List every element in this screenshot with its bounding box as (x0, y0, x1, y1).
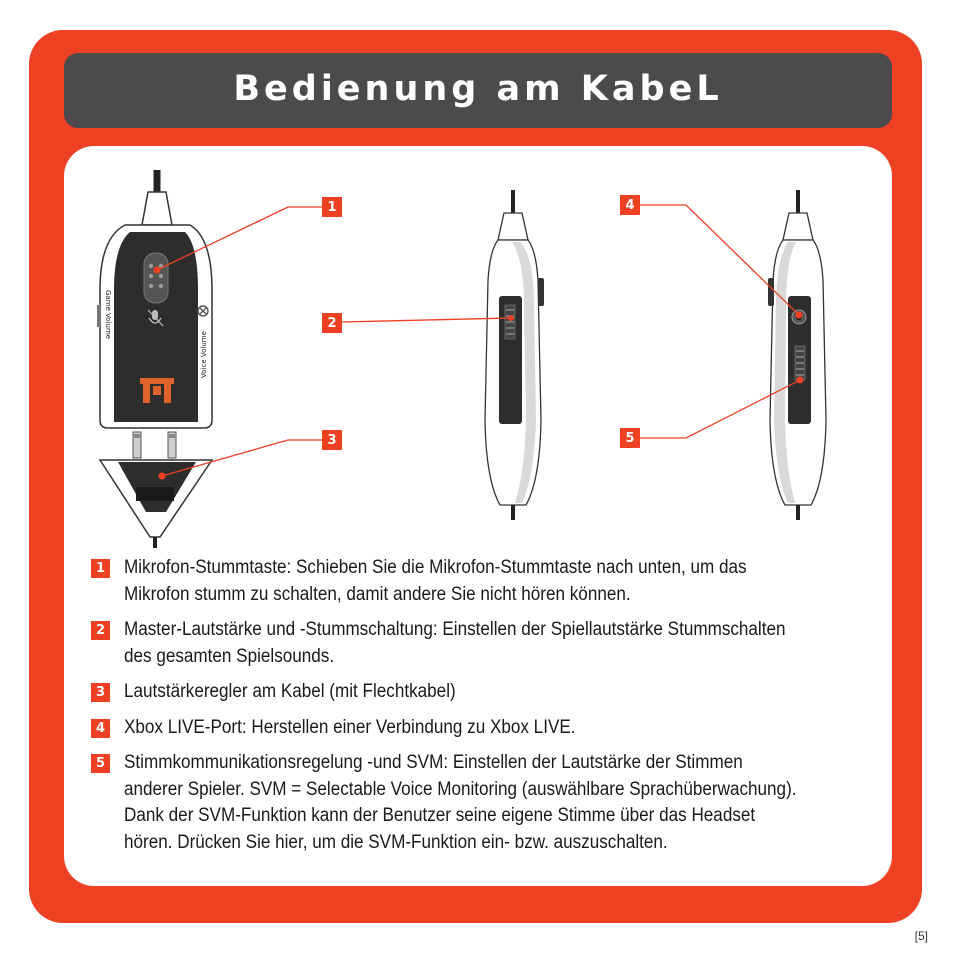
legend-item (91, 679, 881, 706)
voice-volume-label: Voice Volume (200, 331, 208, 378)
callout-1: 1 (322, 197, 342, 217)
legend-text: Mikrofon-Stummtaste: Schieben Sie die Mikrofon-Stummtaste nach unten, um das Mikrofon stumm zu schalten, damit andere Sie nicht hören können. (124, 557, 747, 605)
page-title: Bedienung am KabeL (233, 68, 723, 109)
legend-number: 3 (91, 683, 110, 702)
legend-text: Lautstärkeregler am Kabel (mit Flechtkabel) (124, 681, 456, 702)
legend-item (91, 555, 881, 608)
legend-number: 4 (91, 719, 110, 738)
callout-5: 5 (620, 428, 640, 448)
pointer-dot-4 (796, 312, 803, 319)
pointer-dot-5 (797, 377, 804, 384)
pointer-dot-3 (159, 473, 166, 480)
pointer-dot-1 (154, 267, 161, 274)
page-number: [5] (914, 929, 928, 943)
legend-item (91, 750, 881, 856)
legend-item (91, 617, 881, 670)
game-volume-label: Game Volume (104, 290, 112, 340)
pointer-dot-2 (508, 315, 514, 321)
side-view-device-right (768, 190, 826, 520)
legend-item (91, 715, 881, 742)
legend-list (91, 555, 881, 865)
callout-3: 3 (322, 430, 342, 450)
leader-lines (157, 205, 800, 476)
legend-number: 1 (91, 559, 110, 578)
callout-4: 4 (620, 195, 640, 215)
callout-2: 2 (322, 313, 342, 333)
side-view-device-left (485, 190, 544, 520)
front-view-device (97, 170, 212, 548)
legend-number: 5 (91, 754, 110, 773)
legend-text: Stimmkommunikationsregelung -und SVM: Einstellen der Lautstärke der Stimmen anderer Spieler. SVM = Selectable Voice Monitoring (auswählbare Sprachüberwachung). Dank der SVM-Funktion kann der Benutzer seine eigene Stimme über das Headset hören. Drücken Sie hier, um die SVM-Funktion ein- bzw. auszuschalten. (124, 752, 797, 853)
legend-text: Master-Lautstärke und -Stummschaltung: Einstellen der Spiellautstärke Stummschalten des gesamten Spielsounds. (124, 619, 786, 667)
legend-number: 2 (91, 621, 110, 640)
legend-text: Xbox LIVE-Port: Herstellen einer Verbindung zu Xbox LIVE. (124, 716, 576, 738)
